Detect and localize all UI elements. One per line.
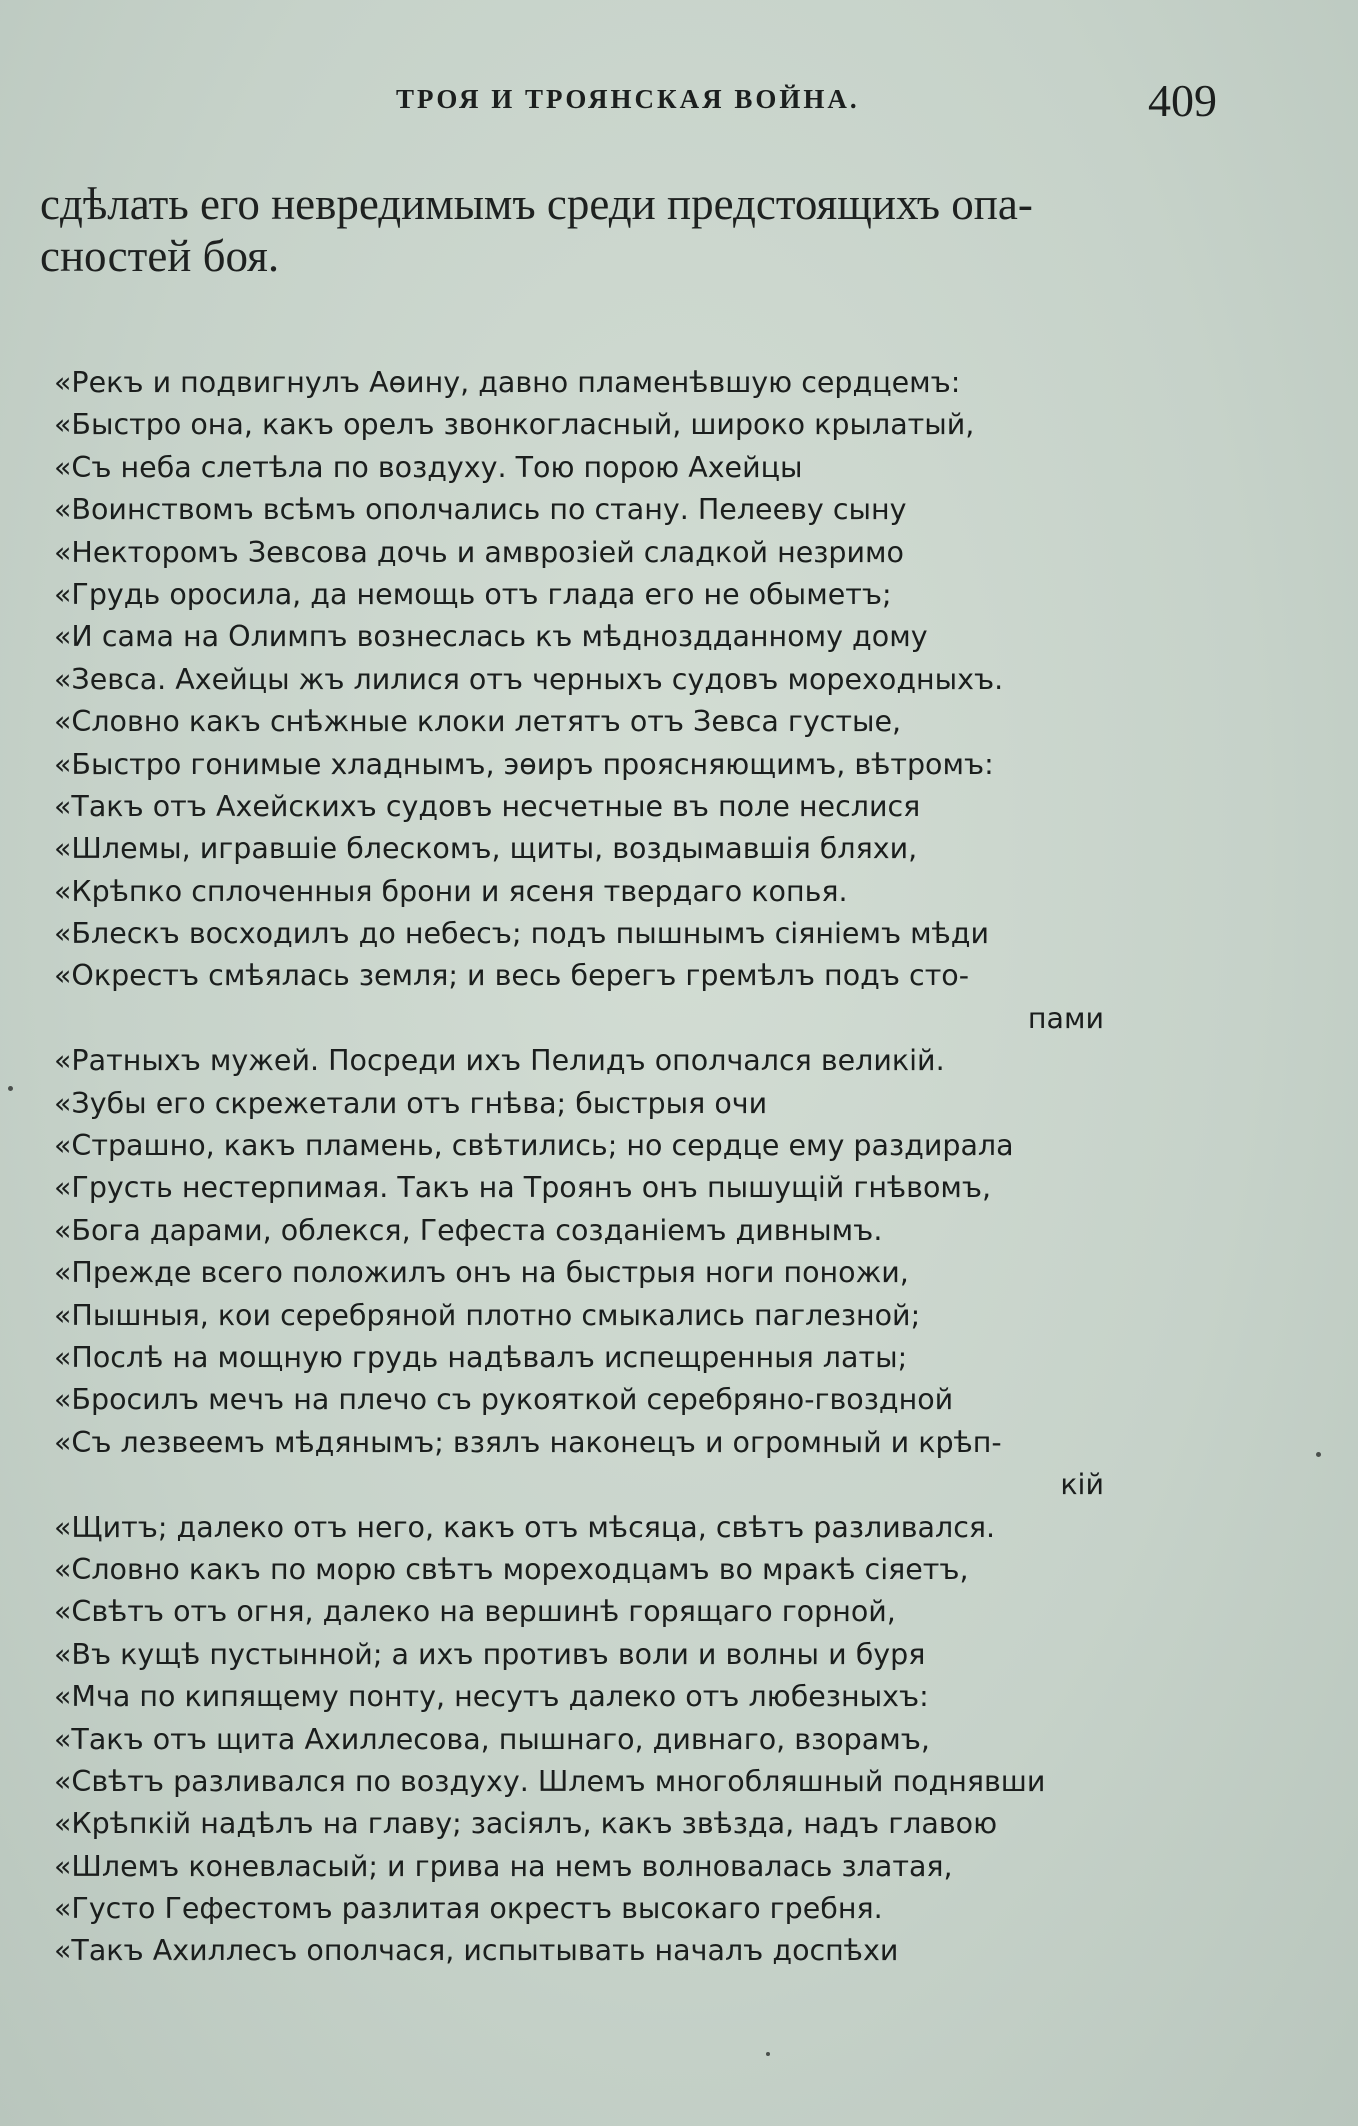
verse-line: «Зубы его скрежетали отъ гнѣва; быстрыя очи bbox=[54, 1086, 768, 1120]
verse-line: «Пышныя, кои серебряной плотно смыкались паглезной; bbox=[54, 1298, 921, 1332]
verse-line: «И сама на Олимпъ вознеслась къ мѣдноздданному дому bbox=[54, 620, 928, 654]
verse-line: «Такъ отъ Ахейскихъ судовъ несчетные въ поле неслися bbox=[54, 789, 921, 823]
ink-speck bbox=[1316, 1452, 1321, 1457]
verse-line: «Крѣпко сплоченныя брони и ясеня твердаго копья. bbox=[54, 874, 848, 908]
verse-line: «Зевса. Ахейцы жъ лилися отъ черныхъ судовъ мореходныхъ. bbox=[54, 662, 1004, 696]
verse-line: «Густо Гефестомъ разлитая окрестъ высокаго гребня. bbox=[54, 1892, 883, 1926]
verse-line: «Прежде всего положилъ онъ на быстрыя ноги поножи, bbox=[54, 1256, 909, 1290]
verse-line: «Страшно, какъ пламень, свѣтились; но сердце ему раздирала bbox=[54, 1129, 1014, 1163]
verse-line: «Послѣ на мощную грудь надѣвалъ испещренныя латы; bbox=[54, 1340, 908, 1374]
verse-line: «Бросилъ мечъ на плечо съ рукояткой серебряно-гвоздной bbox=[54, 1383, 954, 1417]
ink-speck bbox=[766, 2052, 770, 2056]
verse-line: «Шлемы, игравшіе блескомъ, щиты, воздымавшія бляхи, bbox=[54, 832, 918, 866]
verse-line: «Съ лезвеемъ мѣдянымъ; взялъ наконецъ и огромный и крѣп- bbox=[54, 1425, 1002, 1459]
verse-line: «Быстро гонимые хладнымъ, эѳиръ проясняющимъ, вѣтромъ: bbox=[54, 747, 994, 781]
verse-line-overflow: пами bbox=[1027, 1001, 1104, 1035]
verse-line: «Воинствомъ всѣмъ ополчались по стану. Пелееву сыну bbox=[54, 493, 907, 527]
verse-line: «Рекъ и подвигнулъ Аѳину, давно пламенѣвшую сердцемъ: bbox=[54, 366, 961, 399]
verse-line: «Мча по кипящему понту, несутъ далеко отъ любезныхъ: bbox=[54, 1680, 929, 1714]
verse-line: «Ратныхъ мужей. Посреди ихъ Пелидъ ополчался великій. bbox=[54, 1044, 945, 1078]
verse-line: «Словно какъ по морю свѣтъ мореходцамъ во мракѣ сіяетъ, bbox=[54, 1552, 969, 1586]
verse-line: «Такъ отъ щита Ахиллесова, пышнаго, дивнаго, взорамъ, bbox=[54, 1722, 930, 1756]
verse-line: «Крѣпкій надѣлъ на главу; засіялъ, какъ звѣзда, надъ главою bbox=[54, 1807, 998, 1841]
verse-line: «Съ неба слетѣла по воздуху. Тою порою Ахейцы bbox=[54, 450, 803, 484]
verse-line: «Окрестъ смѣялась земля; и весь берегъ гремѣлъ подъ сто- bbox=[54, 959, 970, 993]
verse-line-overflow: кій bbox=[1060, 1468, 1104, 1502]
verse-line: «Въ кущѣ пустынной; а ихъ противъ воли и волны и буря bbox=[54, 1637, 926, 1671]
verse-line: «Такъ Ахиллесъ ополчася, испытывать началъ доспѣхи bbox=[54, 1934, 899, 1968]
verse-line: «Щитъ; далеко отъ него, какъ отъ мѣсяца, свѣтъ разливался. bbox=[54, 1510, 996, 1544]
prose-line: сностей боя. bbox=[40, 231, 280, 281]
prose-line: сдѣлать его невредимымъ среди предстоящихъ опа- bbox=[40, 179, 1033, 229]
verse-line: «Некторомъ Зевсова дочь и амврозіей сладкой незримо bbox=[54, 535, 904, 569]
verse-line: «Грудь оросила, да немощь отъ глада его не обыметъ; bbox=[54, 577, 892, 611]
verse-line: «Свѣтъ разливался по воздуху. Шлемъ многобляшный поднявши bbox=[54, 1764, 1046, 1798]
verse-line: «Словно какъ снѣжные клоки летятъ отъ Зевса густые, bbox=[54, 705, 902, 739]
verse-line: «Грусть нестерпимая. Такъ на Троянъ онъ пышущій гнѣвомъ, bbox=[54, 1171, 992, 1205]
running-title: ТРОЯ И ТРОЯНСКАЯ ВОЙНА. bbox=[396, 84, 860, 114]
verse-line: «Быстро она, какъ орелъ звонкогласный, широко крылатый, bbox=[54, 408, 975, 442]
verse-line: «Шлемъ коневласый; и грива на немъ волновалась златая, bbox=[54, 1849, 953, 1883]
verse-line: «Бога дарами, облекся, Гефеста созданіемъ дивнымъ. bbox=[54, 1213, 883, 1247]
prose-paragraph bbox=[40, 178, 1230, 282]
verse-line: «Свѣтъ отъ огня, далеко на вершинѣ горящаго горной, bbox=[54, 1595, 896, 1629]
ink-speck bbox=[8, 1086, 13, 1091]
page-number: 409 bbox=[1148, 75, 1217, 126]
verse-block bbox=[54, 362, 1234, 1973]
verse-line: «Блескъ восходилъ до небесъ; подъ пышнымъ сіяніемъ мѣди bbox=[54, 917, 990, 951]
